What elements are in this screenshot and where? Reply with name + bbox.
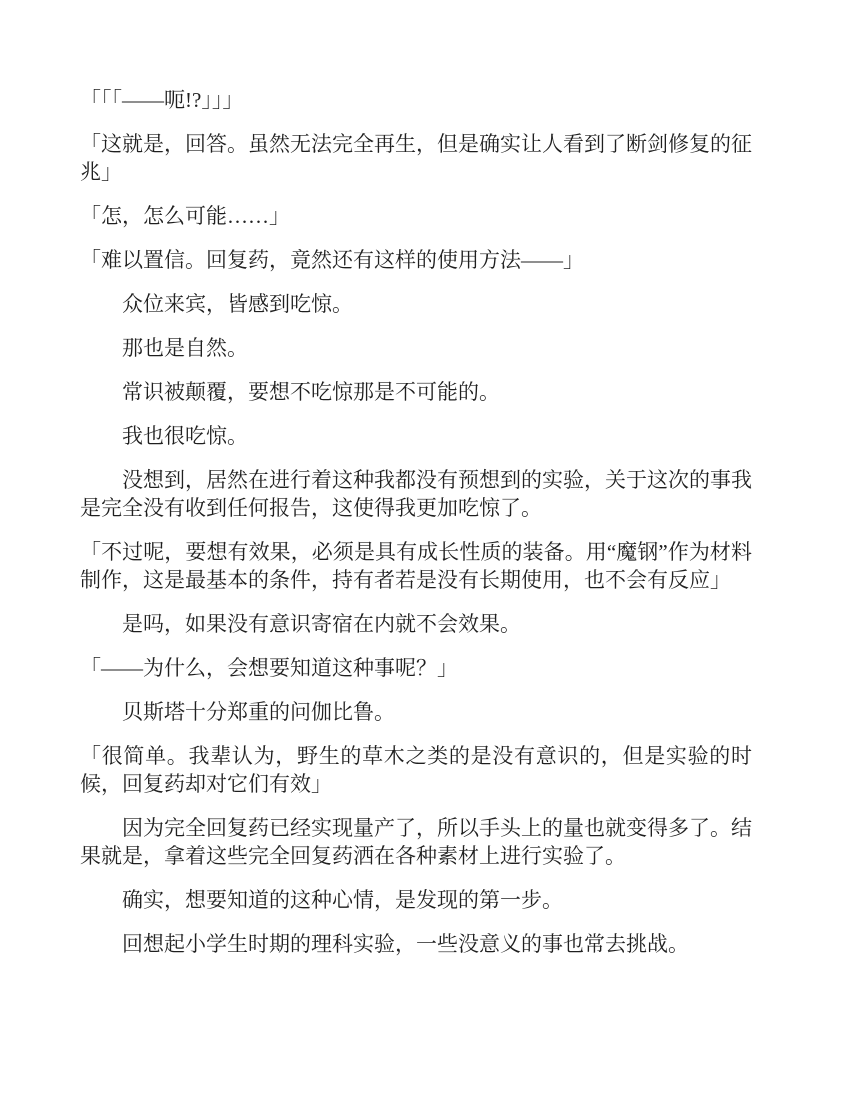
paragraph: 是吗，如果没有意识寄宿在内就不会效果。 bbox=[122, 612, 521, 636]
paragraph: 「「「——呃!?」」」 bbox=[80, 88, 244, 112]
paragraph: 「难以置信。回复药，竟然还有这样的使用方法——」 bbox=[80, 248, 584, 272]
paragraph: 我也很吃惊。 bbox=[122, 424, 248, 448]
paragraph: 没想到，居然在进行着这种我都没有预想到的实验，关于这次的事我是完全没有收到任何报告，这使得我更加吃惊了。 bbox=[80, 468, 752, 520]
paragraph: 常识被颠覆，要想不吃惊那是不可能的。 bbox=[122, 380, 500, 404]
paragraph: 因为完全回复药已经实现量产了，所以手头上的量也就变得多了。结果就是，拿着这些完全回复药洒在各种素材上进行实验了。 bbox=[80, 816, 752, 868]
paragraph: 「——为什么，会想要知道这种事呢？」 bbox=[80, 656, 458, 680]
paragraph: 那也是自然。 bbox=[122, 336, 248, 360]
text-block bbox=[80, 86, 752, 974]
paragraph: 众位来宾，皆感到吃惊。 bbox=[122, 292, 353, 316]
paragraph: 「很简单。我辈认为，野生的草木之类的是没有意识的，但是实验的时候，回复药却对它们有效」 bbox=[80, 744, 752, 796]
paragraph: 贝斯塔十分郑重的问伽比鲁。 bbox=[122, 700, 395, 724]
paragraph: 确实，想要知道的这种心情，是发现的第一步。 bbox=[122, 888, 563, 912]
paragraph: 「不过呢，要想有效果，必须是具有成长性质的装备。用“魔钢”作为材料制作，这是最基本的条件，持有者若是没有长期使用，也不会有反应」 bbox=[80, 540, 752, 592]
paragraph: 「这就是，回答。虽然无法完全再生，但是确实让人看到了断剑修复的征兆」 bbox=[80, 132, 752, 184]
paragraph: 回想起小学生时期的理科实验，一些没意义的事也常去挑战。 bbox=[122, 932, 689, 956]
paragraph: 「怎，怎么可能……」 bbox=[80, 204, 290, 228]
